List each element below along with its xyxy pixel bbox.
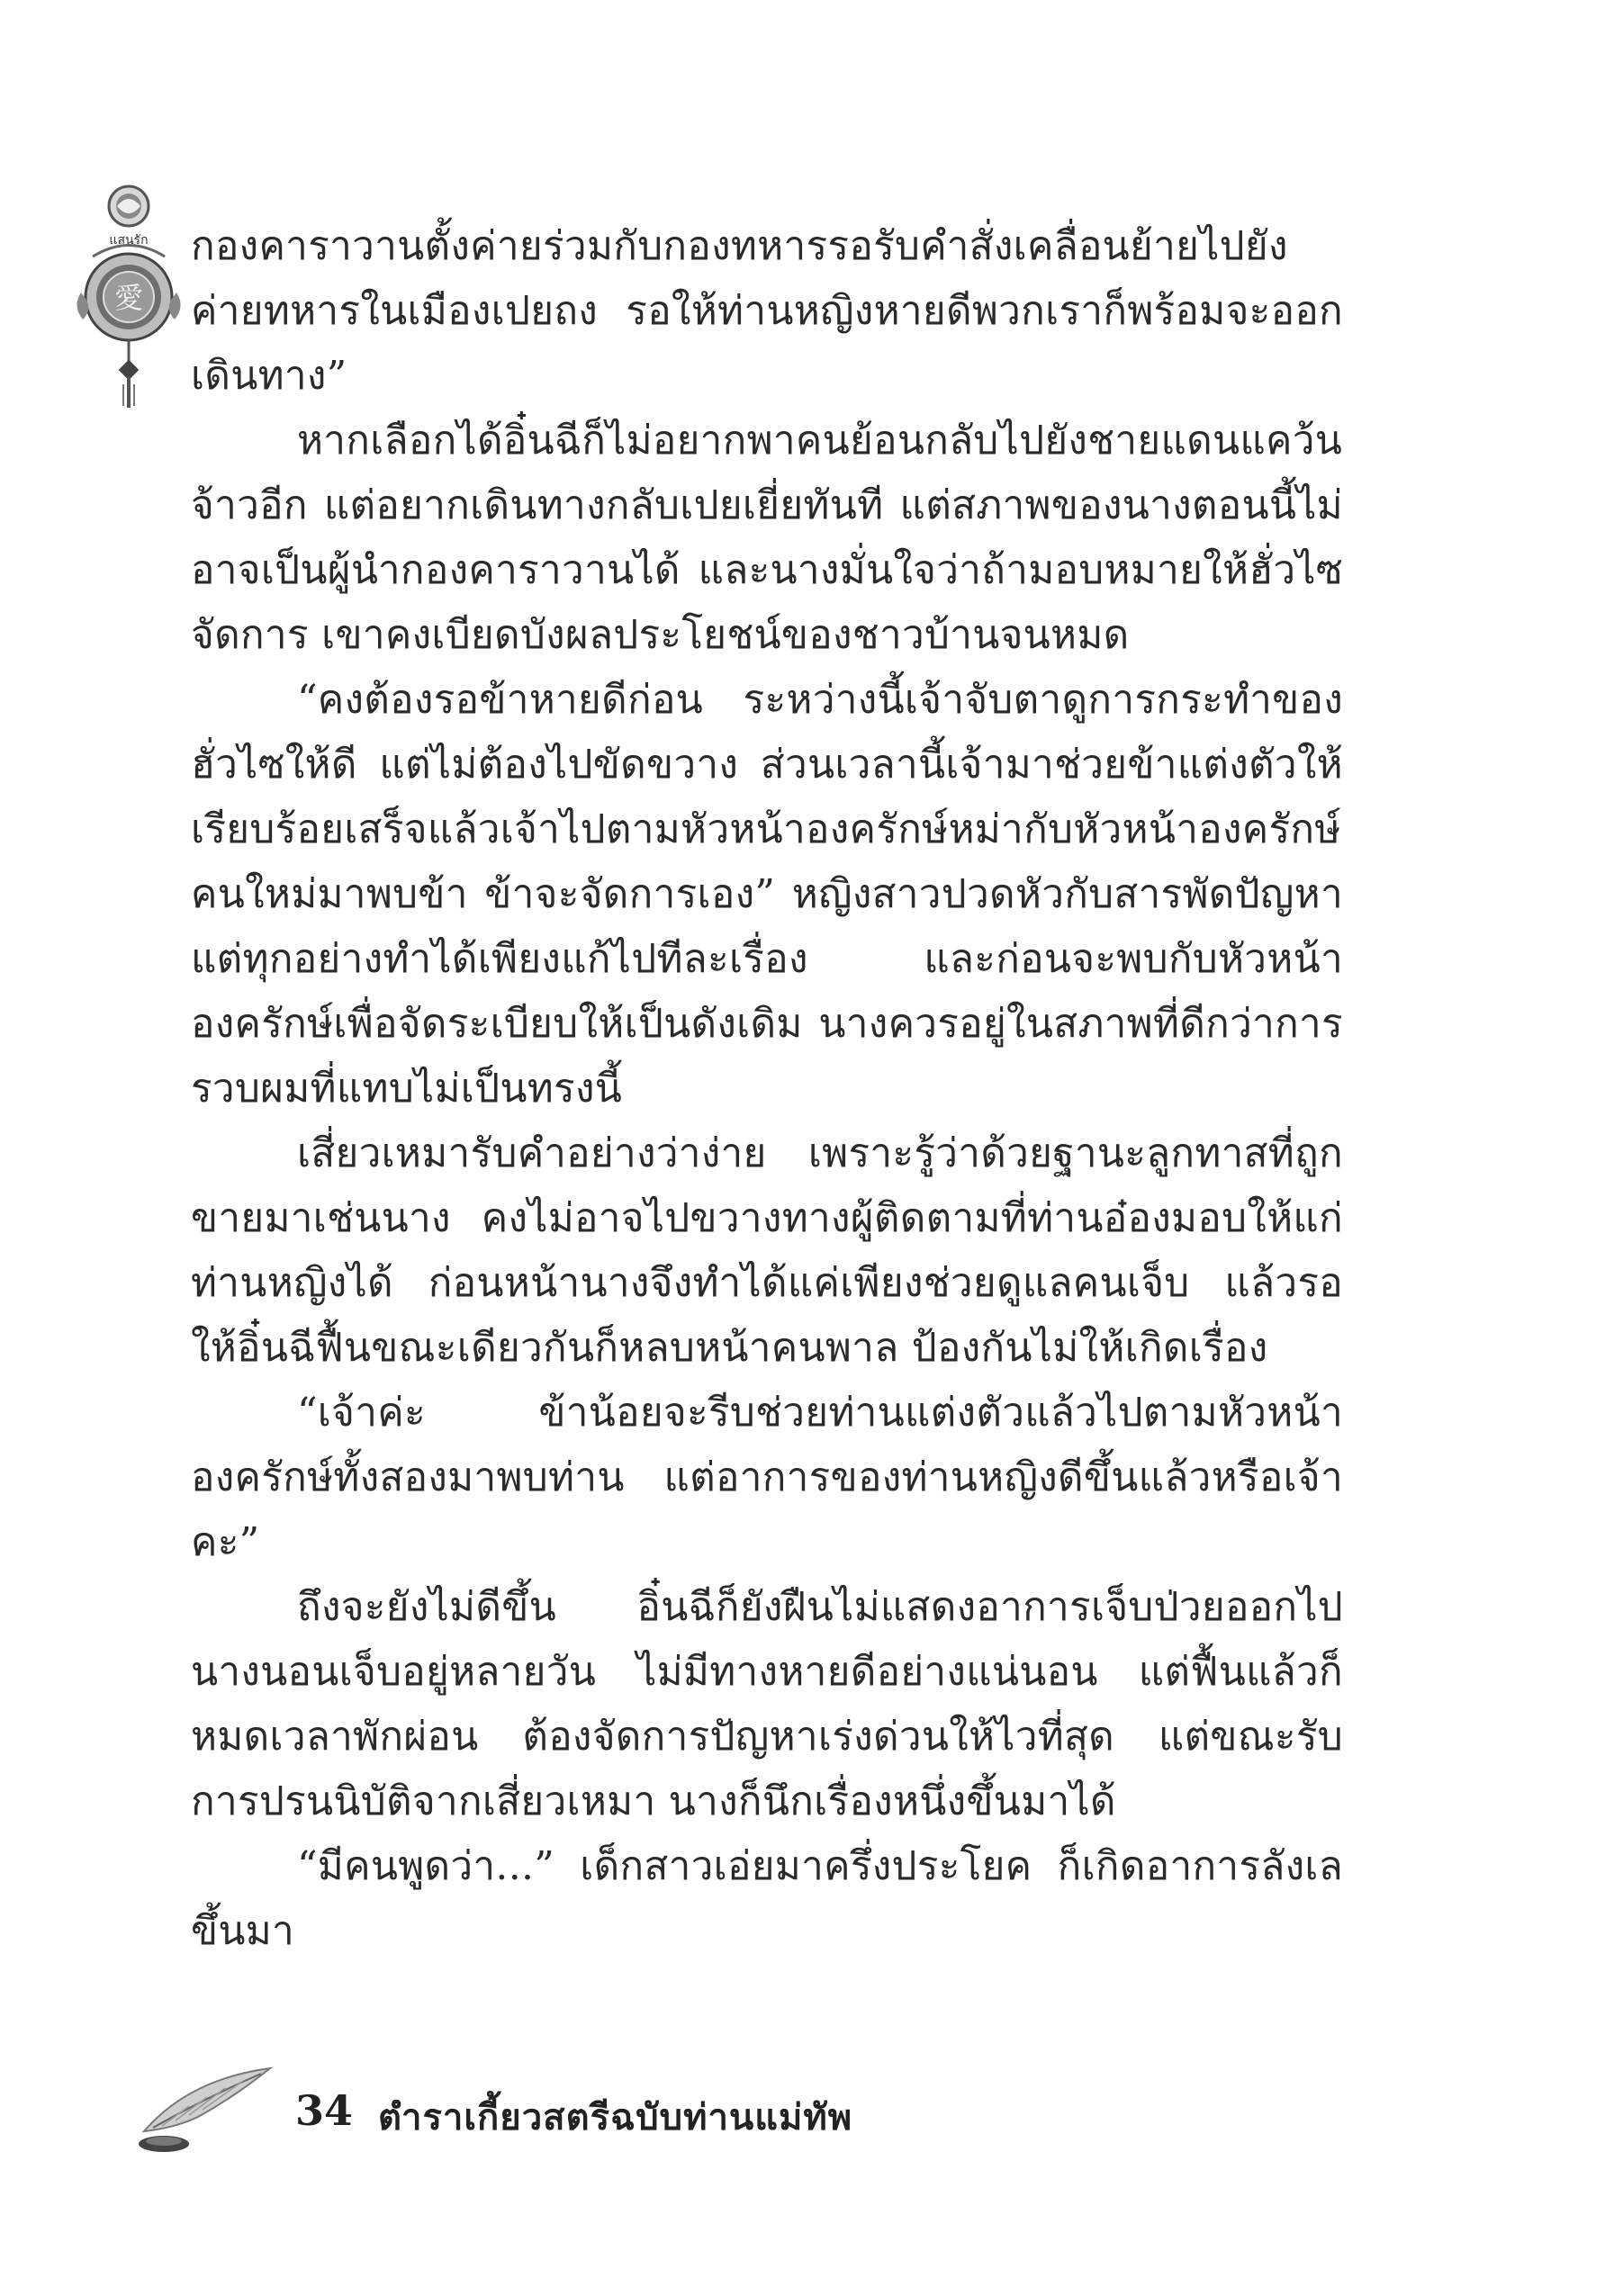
paragraph: ถึงจะยังไม่ดีขึ้น อิ๋นฉีก็ยังฝืนไม่แสดงอาการเจ็บป่วยออกไปนางนอนเจ็บอยู่หลายวัน ไม่มีทางหายดีอย่างแน่นอน แต่ฟื้นแล้วก็หมดเวลาพักผ่อน ต้องจัดการปัญหาเร่งด่วนให้ไวที่สุด แต่ขณะรับการปรนนิบัติจากเสี่ยวเหมา นางก็นึกเรื่องหนึ่งขึ้นมาได้: [191, 1584, 1343, 1824]
svg-text:愛: 愛: [113, 281, 144, 315]
svg-text:แสนรัก: แสนรัก: [109, 233, 149, 248]
body-text: [191, 214, 1343, 1964]
page-number: 34: [295, 2086, 354, 2135]
paragraph: “มีคนพูดว่า...” เด็กสาวเอ่ยมาครึ่งประโยค ก็เกิดอาการลังเลขึ้นมา: [191, 1843, 1343, 1954]
paragraph: “คงต้องรอข้าหายดีก่อน ระหว่างนี้เจ้าจับตาดูการกระทำของฮั่วไซให้ดี แต่ไม่ต้องไปขัดขวาง ส่วนเวลานี้เจ้ามาช่วยข้าแต่งตัวให้เรียบร้อยเสร็จแล้วเจ้าไปตามหัวหน้าองครักษ์หม่ากับหัวหน้าองครักษ์คนใหม่มาพบข้า ข้าจะจัดการเอง” หญิงสาวปวดหัวกับสารพัดปัญหา แต่ทุกอย่างทำได้เพียงแก้ไปทีละเรื่อง และก่อนจะพบกับหัวหน้าองครักษ์เพื่อจัดระเบียบให้เป็นดังเดิม นางควรอยู่ในสภาพที่ดีกว่าการรวบผมที่แทบไม่เป็นทรงนี้: [191, 677, 1343, 1112]
paragraph: “เจ้าค่ะ ข้าน้อยจะรีบช่วยท่านแต่งตัวแล้วไปตามหัวหน้าองครักษ์ทั้งสองมาพบท่าน แต่อาการของท่านหญิงดีขึ้นแล้วหรือเจ้าคะ”: [191, 1390, 1343, 1565]
publisher-logo-icon: [70, 185, 187, 482]
page-footer: [135, 2061, 1125, 2160]
paragraph: หากเลือกได้อิ๋นฉีก็ไม่อยากพาคนย้อนกลับไปยังชายแดนแคว้นจ้าวอีก แต่อยากเดินทางกลับเปยเยี่ยทันที แต่สภาพของนางตอนนี้ไม่อาจเป็นผู้นำกองคาราวานได้ และนางมั่นใจว่าถ้ามอบหมายให้ฮั่วไซจัดการ เขาคงเบียดบังผลประโยชน์ของชาวบ้านจนหมด: [191, 418, 1343, 658]
paragraph: กองคาราวานตั้งค่ายร่วมกับกองทหารรอรับคำสั่งเคลื่อนย้ายไปยังค่ายทหารในเมืองเปยถง รอให้ท่านหญิงหายดีพวกเราก็พร้อมจะออกเดินทาง”: [191, 223, 1343, 399]
quill-icon: [135, 2061, 279, 2160]
book-title: ตำราเกี้ยวสตรีฉบับท่านแม่ทัพ: [378, 2097, 853, 2138]
paragraph: เสี่ยวเหมารับคำอย่างว่าง่าย เพราะรู้ว่าด้วยฐานะลูกทาสที่ถูกขายมาเช่นนาง คงไม่อาจไปขวางทางผู้ติดตามที่ท่านอ๋องมอบให้แก่ท่านหญิงได้ ก่อนหน้านางจึงทำได้แค่เพียงช่วยดูแลคนเจ็บ แล้วรอให้อิ๋นฉีฟื้นขณะเดียวกันก็หลบหน้าคนพาล ป้องกันไม่ให้เกิดเรื่อง: [191, 1130, 1343, 1371]
